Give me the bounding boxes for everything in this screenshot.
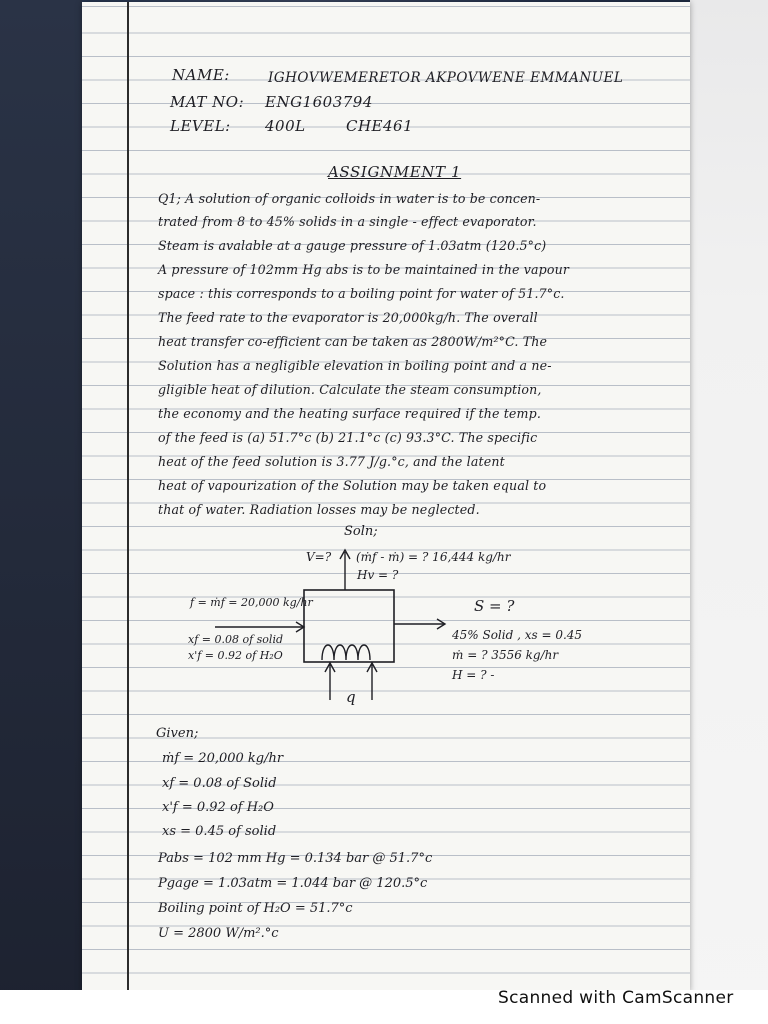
vapour-flow: (ṁf - ṁ) = ? 16,444 kg/hr [356, 550, 511, 564]
feed-water: x'f = 0.92 of H₂O [188, 649, 283, 662]
given-line-8: U = 2800 W/m².°c [158, 926, 279, 941]
given-line-5: Pabs = 102 mm Hg = 0.134 bar @ 51.7°c [158, 851, 433, 866]
matno-value: ENG1603794 [265, 93, 373, 111]
feed-solid: xf = 0.08 of solid [188, 633, 284, 646]
level-value: 400L [265, 117, 306, 135]
question-line-4: A pressure of 102mm Hg abs is to be maintained in the vapour [158, 262, 570, 277]
question-line-9: gligible heat of dilution. Calculate the steam consumption, [158, 382, 542, 397]
name-label: NAME: [172, 66, 230, 84]
level-label: LEVEL: [170, 117, 231, 135]
question-line-12: heat of the feed solution is 3.77 J/g.°c, and the latent [158, 454, 505, 469]
given-line-7: Boiling point of H₂O = 51.7°c [158, 901, 353, 916]
solution-label: Soln; [344, 524, 378, 539]
given-label: Given; [156, 726, 199, 741]
question-line-10: the economy and the heating surface required if the temp. [158, 406, 541, 421]
given-line-2: xf = 0.08 of Solid [162, 776, 277, 791]
name-value: IGHOVWEMERETOR AKPOVWENE EMMANUEL [268, 70, 624, 86]
given-line-3: x'f = 0.92 of H₂O [162, 800, 274, 815]
product-label: S = ? [474, 597, 515, 615]
question-line-5: space : this corresponds to a boiling point for water of 51.7°c. [158, 286, 565, 301]
question-line-14: that of water. Radiation losses may be neglected. [158, 502, 480, 517]
vapour-enthalpy: Hv = ? [357, 568, 399, 582]
given-line-6: Pgage = 1.03atm = 1.044 bar @ 120.5°c [158, 876, 428, 891]
given-line-4: xs = 0.45 of solid [162, 824, 277, 839]
heating-coil [322, 645, 370, 660]
heat-label: q [346, 688, 356, 706]
given-line-1: ṁf = 20,000 kg/hr [162, 751, 284, 766]
question-line-3: Steam is avalable at a gauge pressure of 1.03atm (120.5°c) [158, 238, 547, 253]
question-line-1: Q1; A solution of organic colloids in water is to be concen- [158, 191, 541, 206]
question-line-7: heat transfer co-efficient can be taken as 2800W/m²°C. The [158, 334, 548, 349]
evaporator-box [304, 590, 394, 662]
product-flow: ṁ = ? 3556 kg/hr [452, 648, 559, 662]
feed-label: f = ṁf = 20,000 kg/hr [190, 596, 313, 609]
scanner-watermark: Scanned with CamScanner [498, 988, 734, 1008]
question-line-2: trated from 8 to 45% solids in a single - effect evaporator. [158, 214, 537, 229]
question-line-6: The feed rate to the evaporator is 20,000kg/h. The overall [158, 310, 538, 325]
product-enthalpy: H = ? - [452, 668, 495, 682]
matno-label: MAT NO: [170, 93, 245, 111]
product-solid: 45% Solid , xs = 0.45 [452, 628, 583, 642]
question-line-8: Solution has a negligible elevation in boiling point and a ne- [158, 358, 552, 373]
assignment-title: ASSIGNMENT 1 [328, 163, 462, 181]
question-line-11: of the feed is (a) 51.7°c (b) 21.1°c (c) 93.3°C. The specific [158, 430, 538, 445]
question-line-13: heat of vapourization of the Solution may be taken equal to [158, 478, 547, 493]
course-code: CHE461 [346, 117, 414, 135]
vapour-label: V=? [306, 550, 332, 564]
